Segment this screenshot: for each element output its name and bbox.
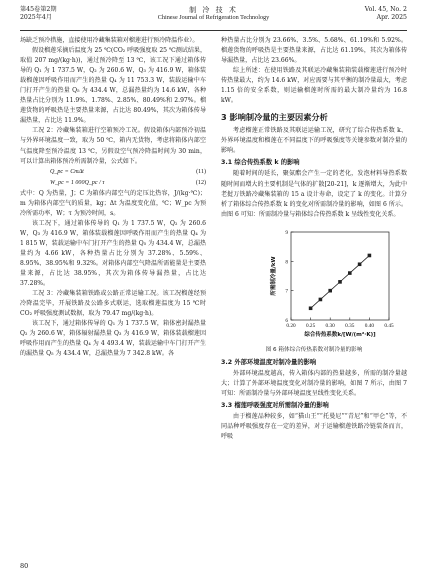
x-tick-label: 0.40 — [364, 322, 375, 329]
page-header — [20, 6, 407, 28]
subsection-heading: 3.3 榴莲呼吸强度对所需制冷量的影响 — [221, 401, 329, 409]
equation-12 — [20, 178, 206, 189]
data-point — [358, 262, 362, 266]
equation-11 — [20, 167, 206, 178]
chart-svg — [221, 222, 407, 346]
x-tick-label: 0.30 — [325, 322, 335, 329]
equation-number: (12) — [195, 179, 206, 186]
data-point — [319, 297, 323, 301]
header-rule — [20, 30, 407, 31]
subsection-heading: 3.1 综合传热系数 k 的影响 — [221, 159, 300, 167]
x-axis-label: 综合传热系数k/[W/(m²·K)] — [304, 331, 376, 338]
equation-number: (11) — [196, 168, 206, 175]
data-point — [348, 271, 352, 275]
page-number: 80 — [20, 562, 29, 570]
y-tick-label: 8 — [285, 259, 288, 266]
subsection-heading: 3.2 外部环境温度对制冷量的影响 — [221, 358, 317, 366]
paragraph: 假设榴莲采摘后温度为 25 ℃(CO₂ 呼吸强度取 25 ℃测试结果，取值 207 mg/(kg·h))，通过预冷降至 13 ℃，该工况下通过箱体传导的 Q₁ 为 1 737.5 W，Q₂ 为 260.6 W，Q₃ 为 416.9 W，箱体装载榴莲因呼吸作用而产生的热量 Q₄ 为 11 753.3 W，装载运输中车门打开产生的热量 Q₅ 为 434.4 W，总漏热量约为 14.6 kW，各种热量占比分别为 11.9%、1.78%、2.85%、80.49%和 2.97%。榴莲货物的呼吸热是主要热量来源，占比达 80.49%，其次为箱体传导漏热量，占比达 11.9%。 — [20, 47, 206, 125]
month-label: Apr. 2025 — [376, 14, 407, 21]
x-tick-label: 0.25 — [305, 322, 316, 329]
equation-body: Q_pc = CmΔt — [50, 168, 84, 175]
paragraph: 场缺乏预冷措施，直接使用冷藏集装箱对榴莲进行预冷降温作业）。 — [20, 37, 199, 44]
figure-6 — [221, 222, 407, 346]
data-point — [368, 253, 372, 257]
paragraph: 外部环境温度越高，传入箱体内部的热量越多，所需的制冷量越大；计算了外部环境温度变化对制冷量的影响，如图 7 所示，由图 7 可知：所需制冷量与外部环境温度呈线性变化关系。 — [221, 369, 407, 397]
y-tick-label: 9 — [285, 229, 288, 236]
date-label: 2025年4月 — [20, 14, 53, 21]
y-axis-label: 所需制冷量/kW — [271, 256, 277, 296]
paragraph: 综上所述：在使用铁路及其联运冷藏集装箱装载榴莲进行预冷时传热量最大，约为 14.6 kW，对应需要与其平衡的制冷量最大，考虑 1.15 倍的安全系数，则运输榴莲时所需的最大制冷量约为 16.8 kW。 — [221, 67, 407, 105]
data-point — [338, 280, 342, 284]
paragraph: 该工况下，通过箱体传导的 Q₁ 为 1 737.5 W，Q₂ 为 260.6 W，Q₃ 为 416.9 W，箱体装载榴莲因呼吸作用而产生的热量 Q₄ 为 1 815 W，装载运输中车门打开产生的热量 Q₅ 为 434.4 W，总漏热量约为 4.66 kW，各种热量占比分别为 37.28%、5.59%、8.95%、38.95%和 9.32%。对箱体内部空气降温所需能量是主要热量来源，占比达 38.95%，其次为箱体传导漏热量，占比达 37.28%。 — [20, 219, 206, 288]
data-point — [309, 306, 313, 310]
figure-caption: 图 6 箱体综合传热系数对制冷量的影响 — [265, 346, 363, 353]
left-column — [20, 36, 206, 359]
section-heading: 3 影响制冷量的主要因素分析 — [221, 112, 328, 123]
paragraph: 由于榴莲品种较多，如“猫山王”“托曼尼”“青尼”和“甲仑”等，不同品种呼吸强度存在一定的差异，对于运输榴莲铁路冷链装备而言，呼吸 — [221, 412, 407, 440]
paragraph: 考虑榴莲正常铁路及其联运运输工况，研究了综合传热系数 k、外界环境温度和榴莲在不同温度下的呼吸强度等关键参数对制冷量的影响。 — [221, 127, 407, 155]
journal-title-en: Chinese Journal of Refrigeration Technology — [157, 14, 270, 21]
x-tick-label: 0.45 — [384, 322, 394, 329]
data-point — [328, 289, 332, 293]
issue-label: 第45卷第2期 — [20, 6, 57, 13]
y-tick-label: 7 — [285, 288, 288, 295]
paragraph: 种热量占比分别为 23.66%、3.5%、5.68%、61.19%和 5.92%。榴莲货物的呼吸热是主要热量来源，占比达 61.19%，其次为箱体传导漏热量，占比达 23.66%。 — [221, 37, 407, 65]
plot-frame — [291, 232, 389, 320]
equation-body: W_pc = 1 000Q_pc / τ — [50, 179, 105, 186]
right-column — [221, 36, 407, 442]
volume-label: Vol. 45, No. 2 — [364, 6, 407, 13]
paragraph: 工况 3：冷藏集装箱铁路或公路正常运输工况。该工况榴莲经预冷降温完毕，开展铁路及公路多式联运，选取榴莲温度为 15 ℃时 CO₂ 呼吸强度测试数据，取为 79.47 mg/(kg·h)。 — [20, 290, 206, 318]
paragraph: 工况 2：冷藏集装箱进行空箱预冷工况。假设箱体内部预冷初温与外界环境温度一致，取为 50 ℃，箱内无货物，考虑将箱体内部空气温度降至预冷温度 13 ℃，另假设空气预冷降温时间为 30 min，可以计算出箱体预冷所需制冷量，公式如下。 — [20, 127, 206, 165]
paragraph: 该工况下，通过箱体传导的 Q₁ 为 1 737.5 W，箱体密封漏热量 Q₂ 为 260.6 W，箱体辐射漏热量 Q₃ 为 416.9 W，箱体装载榴莲因呼吸作用而产生的热量 Q₄ 为 4 493.4 W，装载运输中车门打开产生的漏热量 Q₅ 为 434.4 W，总漏热量为 7 342.8 kW。各 — [20, 320, 206, 358]
y-tick-label: 6 — [285, 317, 288, 324]
x-tick-label: 0.20 — [286, 322, 296, 329]
x-tick-label: 0.35 — [345, 322, 355, 329]
journal-title-cn: 制 冷 技 术 — [189, 6, 238, 14]
paragraph: 随着时间的延长，聚氨酯会产生一定的老化，发泡材料导热系数随时间而增大的主要机制是气体的扩散[20-21]，k 逐渐增大，为此中老挝万铁路冷藏集装箱的 15 a 设计寿命，设定了 k 的变化。计算分析了箱体综合传热系数 k 的变化对所需制冷量的影响，如图 6 所示。由图 6 可知：所需制冷量与箱体综合传热系数 k 呈线性变化关系。 — [221, 170, 407, 218]
paragraph: 式中：Q 为热量，J；C 为箱体内部空气的定压比热容，J/(kg·℃)；m 为箱体内部空气的质量，kg；Δt 为温度变化值，℃；W_pc 为预冷所需功率，W；τ 为预冷时间，s。 — [20, 189, 206, 217]
